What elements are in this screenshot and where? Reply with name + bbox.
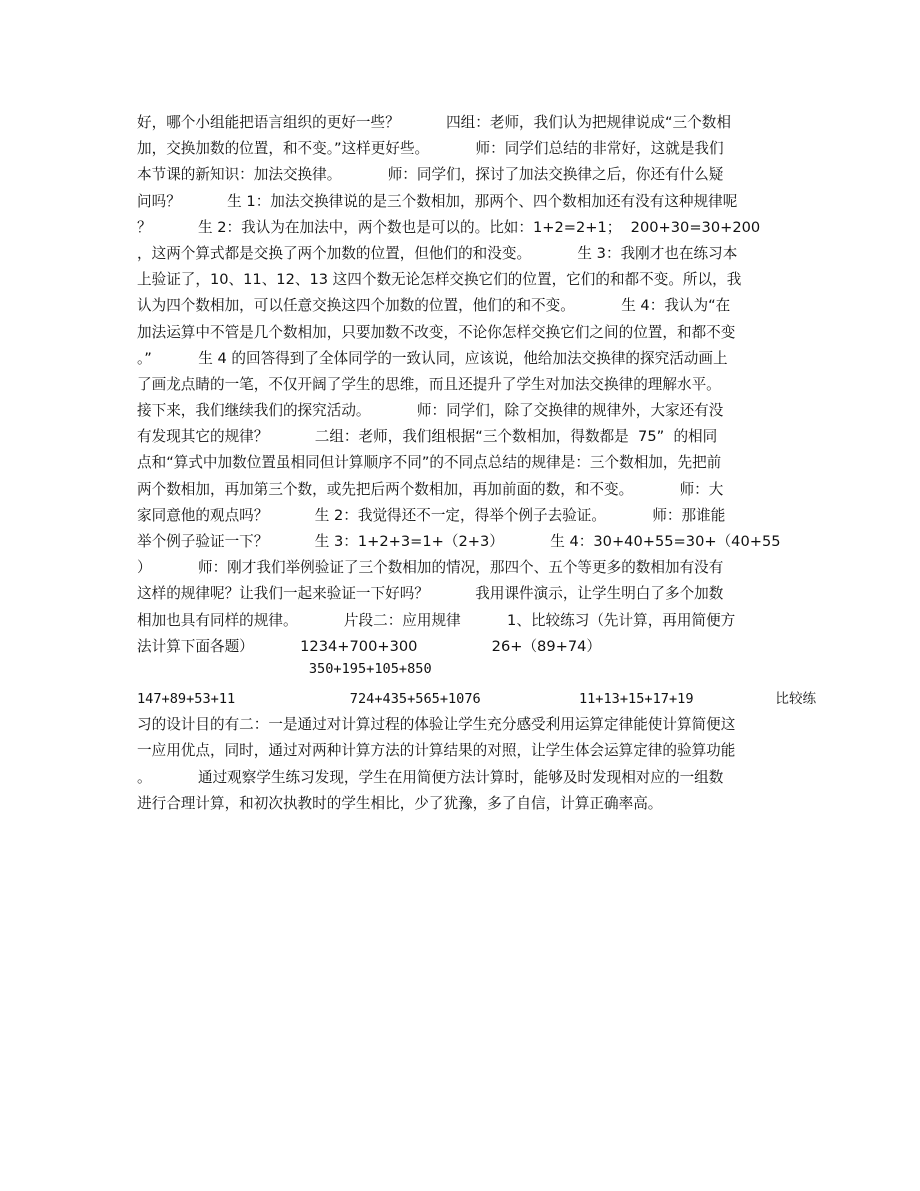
- text-line: 点和“算式中加数位置虽相同但计算顺序不同”的不同点总结的规律是：三个数相加，先把前: [137, 454, 722, 472]
- text-line: ，这两个算式都是交换了两个加数的位置，但他们的和没变。 生 3：我刚才也在练习本: [137, 244, 738, 262]
- text-line: 了画龙点睛的一笔，不仅开阔了学生的思维，而且还提升了学生对加法交换律的理解水平。: [137, 375, 721, 393]
- text-line: 认为四个数相加，可以任意交换这四个加数的位置，他们的和不变。 生 4：我认为“在: [137, 297, 731, 315]
- text-line: 。” 生 4 的回答得到了全体同学的一致认同，应该说，他给加法交换律的探究活动画上: [137, 349, 728, 367]
- text-line: 本节课的新知识：加法交换律。 师：同学们，探讨了加法交换律之后，你还有什么疑: [137, 166, 724, 184]
- text-line: ） 师：刚才我们举例验证了三个数相加的情况，那四个、五个等更多的数相加有没有: [137, 559, 724, 577]
- text-line: 相加也具有同样的规律。 片段二：应用规律 1、比较练习（先计算，再用简便方: [137, 611, 736, 629]
- text-line: 一应用优点，同时，通过对两种计算方法的计算结果的对照，让学生体会运算定律的验算功能: [137, 742, 736, 760]
- spacer: [137, 678, 787, 686]
- text-line: 举个例子验证一下？ 生 3：1+2+3=1+（2+3） 生 4：30+40+55=30+（40+55: [137, 533, 781, 550]
- text-line: 这样的规律呢？让我们一起来验证一下好吗？ 我用课件演示，让学生明白了多个加数: [137, 585, 724, 603]
- text-line: 家同意他的观点吗？ 生 2：我觉得还不一定，得举个例子去验证。 师：那谁能: [137, 506, 726, 524]
- text-line: 两个数相加，再加第三个数，或先把后两个数相加，再加前面的数，和不变。 师：大: [137, 480, 724, 498]
- body-text: [137, 110, 817, 817]
- text-line: 习的设计目的有二：一是通过对计算过程的体验让学生充分感受利用运算定律能使计算简便这: [137, 716, 736, 734]
- text-line: 有发现其它的规律？ 二组：老师，我们组根据“三个数相加，得数都是 75” 的相同: [137, 428, 718, 446]
- text-line: ？ 生 2：我认为在加法中，两个数也是可以的。比如：1+2=2+1； 200+30=30+200: [137, 218, 761, 236]
- formula-line: 147+89+53+11 724+435+565+1076 11+13+15+17+19 比较练: [137, 690, 817, 707]
- formula-line: 法计算下面各题） 1234+700+300 26+（89+74）: [137, 637, 602, 655]
- text-line: 上验证了，10、11、12、13 这四个数无论怎样交换它们的位置，它们的和都不变。所以，我: [137, 271, 742, 289]
- text-line: 接下来，我们继续我们的探究活动。 师：同学们，除了交换律的规律外，大家还有没: [137, 402, 724, 420]
- text-line: 问吗？ 生 1：加法交换律说的是三个数相加，那两个、四个数相加还有没有这种规律呢: [137, 192, 738, 210]
- text-line: 加，交换加数的位置，和不变。”这样更好些。 师：同学们总结的非常好，这就是我们: [137, 140, 724, 158]
- text-line: 好，哪个小组能把语言组织的更好一些？ 四组：老师，我们认为把规律说成“三个数相: [137, 114, 731, 131]
- text-line: 进行合理计算，和初次执教时的学生相比，少了犹豫，多了自信，计算正确率高。: [137, 794, 663, 812]
- formula-line: 350+195+105+850: [137, 660, 432, 677]
- text-line: 。 通过观察学生练习发现，学生在用简便方法计算时，能够及时发现相对应的一组数: [137, 768, 724, 786]
- text-line: 加法运算中不管是几个数相加，只要加数不改变，不论你怎样交换它们之间的位置，和都不变: [137, 323, 736, 341]
